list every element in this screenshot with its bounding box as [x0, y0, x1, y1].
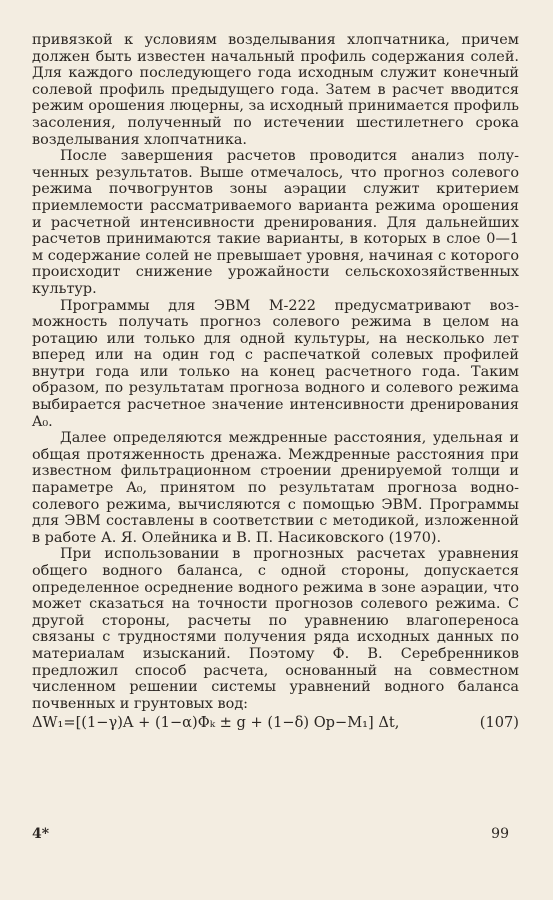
paragraph-5: При использовании в прогнозных расчетах уравнения общего водного баланса, с одной стороны, допускается определенное осреднение водного режима в зоне аэрации, что может сказаться на точности прогнозов солевого режима. С другой стороны, расчеты по уравнению влагопереноса связаны с трудностями получения ряда исходных данных по материалам изысканий. Поэтому Ф. В. Серебренников предложил способ расчета, основанный на совместном численном решении системы уравнений водного баланса почвенных и грунтовых вод: [32, 546, 519, 712]
paragraph-3: Программы для ЭВМ М-222 предусматривают возможность получать прогноз солевого режима в целом на ротацию или только для одной культуры, на несколько лет вперед или на один год с распечаткой солевых профилей внутри года или только на конец расчетного года. Таким образом, по результатам прогноза водного и солевого режима выбирается расчетное значение интенсивности дренирования A₀. [32, 297, 519, 430]
equation-number: (107) [479, 714, 519, 732]
paragraph-2: После завершения расчетов проводится анализ полученных результатов. Выше отмечалось, что прогноз солевого режима почвогрунтов зоны аэрации служит критерием приемлемости рассматриваемого варианта режима орошения и расчетной интенсивности дренирования. Для дальнейших расчетов принимаются такие варианты, в которых в слое 0—1 м содержание солей не превышает уровня, начиная с которого происходит снижение урожайности сельскохозяйственных культур. [32, 148, 519, 297]
page-number: 99 [491, 826, 509, 842]
paragraph-4: Далее определяются междренные расстояния, удельная и общая протяженность дренажа. Междренные расстояния при известном фильтрационном строении дренируемой толщи и параметре A₀, принятом по результатам прогноза водно-солевого режима, вычисляются с помощью ЭВМ. Программы для ЭВМ составлены в соответствии с методикой, изложенной в работе А. Я. Олейника и В. П. Насиковского (1970). [32, 430, 519, 546]
equation-text: ΔW₁=[(1−γ)A + (1−α)Φₖ ± g + (1−δ) Op−M₁] Δt, [32, 714, 400, 732]
page-body [32, 32, 519, 732]
signature-mark: 4* [32, 826, 50, 842]
equation-107 [32, 714, 519, 732]
paragraph-1: привязкой к условиям возделывания хлопчатника, причем должен быть известен начальный профиль содержания солей. Для каждого последующего года исходным служит конечный солевой профиль предыдущего года. Затем в расчет вводится режим орошения люцерны, за исходный принимается профиль засоления, полученный по истечении шестилетнего срока возделывания хлопчатника. [32, 32, 519, 148]
